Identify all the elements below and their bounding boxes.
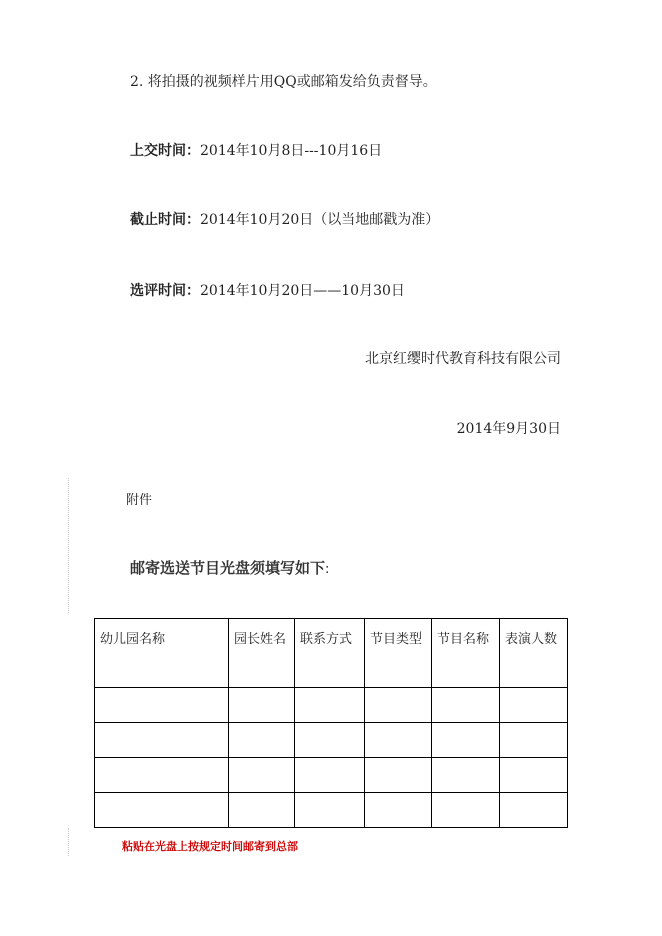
mailing-note: 粘贴在光盘上按规定时间邮寄到总部 xyxy=(122,840,298,853)
header-program-name: 节目名称 xyxy=(432,619,500,688)
deadline-row xyxy=(130,209,439,229)
table-cell[interactable] xyxy=(432,758,500,793)
submit-time-row xyxy=(130,140,382,160)
table-row xyxy=(95,758,568,793)
item-2-text: 2. 将拍摄的视频样片用QQ或邮箱发给负责督导。 xyxy=(130,74,437,90)
submission-form-table xyxy=(94,618,568,828)
deadline-value: 2014年10月20日（以当地邮戳为准） xyxy=(200,212,440,228)
review-time-row xyxy=(130,280,405,300)
table-cell[interactable] xyxy=(229,793,295,828)
table-header-row xyxy=(95,619,568,688)
header-contact-info: 联系方式 xyxy=(295,619,365,688)
form-title-colon: : xyxy=(325,562,330,577)
table-cell[interactable] xyxy=(500,793,568,828)
table-cell[interactable] xyxy=(295,688,365,723)
table-cell[interactable] xyxy=(432,723,500,758)
table-cell[interactable] xyxy=(95,758,229,793)
table-cell[interactable] xyxy=(365,793,432,828)
header-program-type: 节目类型 xyxy=(365,619,432,688)
margin-guide-line-lower xyxy=(68,828,69,856)
deadline-label: 截止时间： xyxy=(130,212,200,228)
signature-date: 2014年9月30日 xyxy=(456,421,561,437)
table-cell[interactable] xyxy=(95,793,229,828)
review-time-label: 选评时间： xyxy=(130,283,200,299)
table-cell[interactable] xyxy=(229,688,295,723)
table-cell[interactable] xyxy=(95,723,229,758)
table-cell[interactable] xyxy=(500,723,568,758)
header-performer-count: 表演人数 xyxy=(500,619,568,688)
table-cell[interactable] xyxy=(500,688,568,723)
table-cell[interactable] xyxy=(295,758,365,793)
table-cell[interactable] xyxy=(229,723,295,758)
company-name: 北京红缨时代教育科技有限公司 xyxy=(365,351,561,367)
table-row xyxy=(95,793,568,828)
table-cell[interactable] xyxy=(365,758,432,793)
form-title-text: 邮寄选送节目光盘须填写如下 xyxy=(130,559,326,577)
table-cell[interactable] xyxy=(295,723,365,758)
submit-time-value: 2014年10月8日---10月16日 xyxy=(200,143,383,159)
table-cell[interactable] xyxy=(432,688,500,723)
table-cell[interactable] xyxy=(365,723,432,758)
table-row xyxy=(95,688,568,723)
margin-guide-line xyxy=(68,478,69,613)
attachment-label: 附件 xyxy=(126,493,153,508)
table-cell[interactable] xyxy=(500,758,568,793)
header-kindergarten-name: 幼儿园名称 xyxy=(95,619,229,688)
review-time-value: 2014年10月20日——10月30日 xyxy=(200,283,405,299)
table-row xyxy=(95,723,568,758)
header-director-name: 园长姓名 xyxy=(229,619,295,688)
table-cell[interactable] xyxy=(432,793,500,828)
table-cell[interactable] xyxy=(95,688,229,723)
table-cell[interactable] xyxy=(295,793,365,828)
form-title xyxy=(130,557,329,578)
table-cell[interactable] xyxy=(365,688,432,723)
submit-time-label: 上交时间： xyxy=(130,143,200,159)
table-cell[interactable] xyxy=(229,758,295,793)
